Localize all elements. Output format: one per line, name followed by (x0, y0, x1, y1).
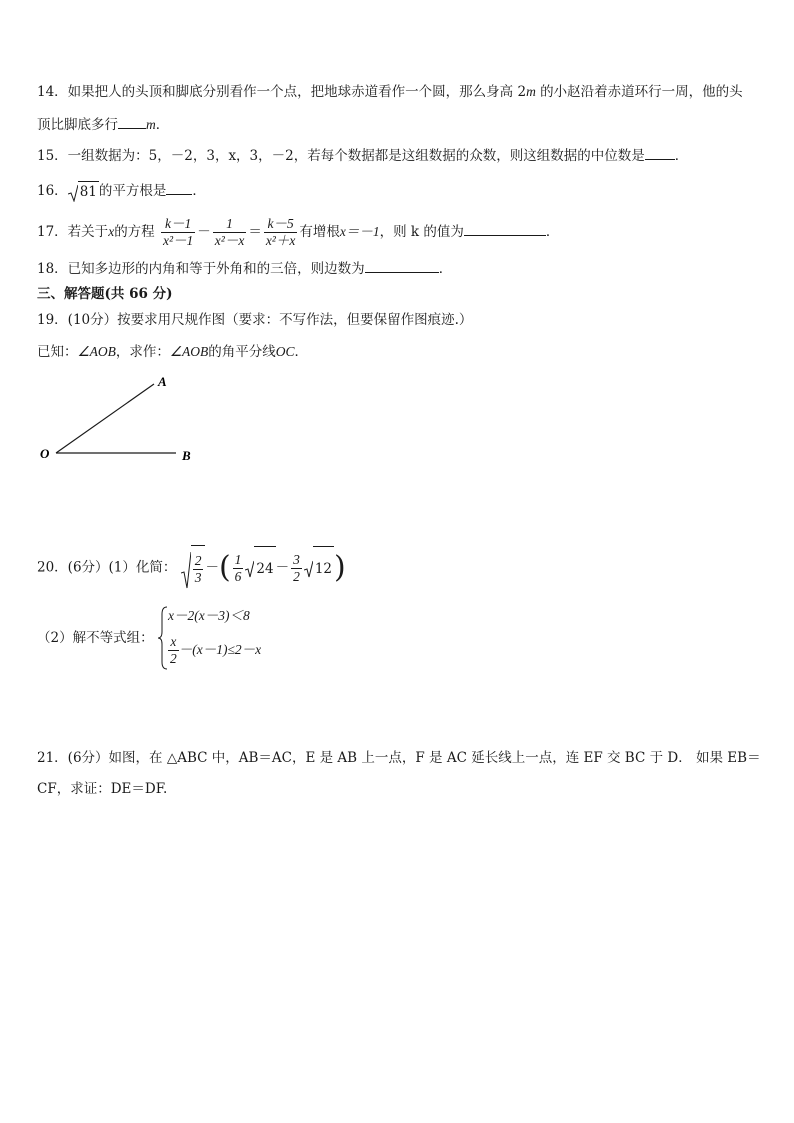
answer-blank-17[interactable] (464, 221, 546, 236)
section-title: 三、解答题(共 66 分) (37, 286, 173, 302)
sqrt-81: 81 (68, 181, 99, 202)
label-a: A (158, 374, 167, 389)
answer-blank-15[interactable] (645, 145, 675, 160)
sqrt-12: 12 (304, 546, 334, 591)
sqrt-24: 24 (245, 546, 275, 591)
label-b: B (182, 448, 191, 463)
question-20-part-1: 20．(6分）(1）化简： $\frac{2}{3}$ －( $\frac{1}{6}$ 24 － $\frac{3}{2}$ 12) (37, 545, 346, 591)
label-o: O (40, 446, 50, 461)
answer-blank-18[interactable] (365, 258, 439, 273)
inequality-2: $\frac{x}{2}$ －(x－1)≤2－x (170, 634, 262, 666)
angle-aob-figure (36, 368, 206, 468)
question-21-line-2: CF，求证：DE＝DF. (37, 781, 168, 797)
question-14-line-1: 14．如果把人的头顶和脚底分别看作一个点，把地球赤道看作一个圆，那么身高 2m 的小赵沿着赤道环行一周，他的头 (37, 84, 743, 100)
question-19-line-2: 已知：∠AOB，求作：∠AOB的角平分线OC． (37, 344, 308, 360)
unit-m: m (526, 84, 536, 99)
question-16: 16． 81 的平方根是 ． (37, 180, 206, 202)
question-21-line-1: 21．(6分）如图，在 △ABC 中，AB＝AC，E 是 AB 上一点，F 是 AC 延长线上一点，连 EF 交 BC 于 D． 如果 EB＝ (37, 750, 761, 766)
question-15: 15．一组数据为：5，－2，3，x，3，－2，若每个数据都是这组数据的众数，则这组数据的中位数是 ． (37, 145, 688, 166)
answer-blank-16[interactable] (166, 180, 192, 195)
fraction-2: $\frac{1}{\text{x²－x}}$ (214, 216, 245, 248)
question-18: 18．已知多边形的内角和等于外角和的三倍，则边数为 ． (37, 258, 452, 279)
sqrt-two-thirds: $\frac{2}{3}$ (181, 545, 206, 591)
ray-oa (56, 384, 154, 453)
question-20-part-2-label: （2）解不等式组： (37, 630, 154, 646)
system-brace (158, 606, 168, 670)
question-19-line-1: 19．(10分）按要求用尺规作图（要求：不写作法，但要保留作图痕迹.） (37, 312, 473, 328)
fraction-3: $\frac{k-5}{\text{x²＋x}}$ (265, 216, 296, 248)
fraction-1: $\frac{k-1}{\text{x²－1}}$ (162, 216, 194, 248)
inequality-1: x－2(x－3)＜8 (168, 608, 250, 623)
question-17: 17．若关于x的方程 $\frac{k-1}{\text{x²－1}}$ － $\frac{1}{\text{x²－x}}$ ＝ $\frac{k-5}{\text{x²＋x}}$ 有增根x＝－1，则 k 的值为 ． (37, 216, 560, 248)
question-14-line-2: 顶比脚底多行 m． (37, 114, 169, 135)
answer-blank-14[interactable] (118, 114, 146, 129)
